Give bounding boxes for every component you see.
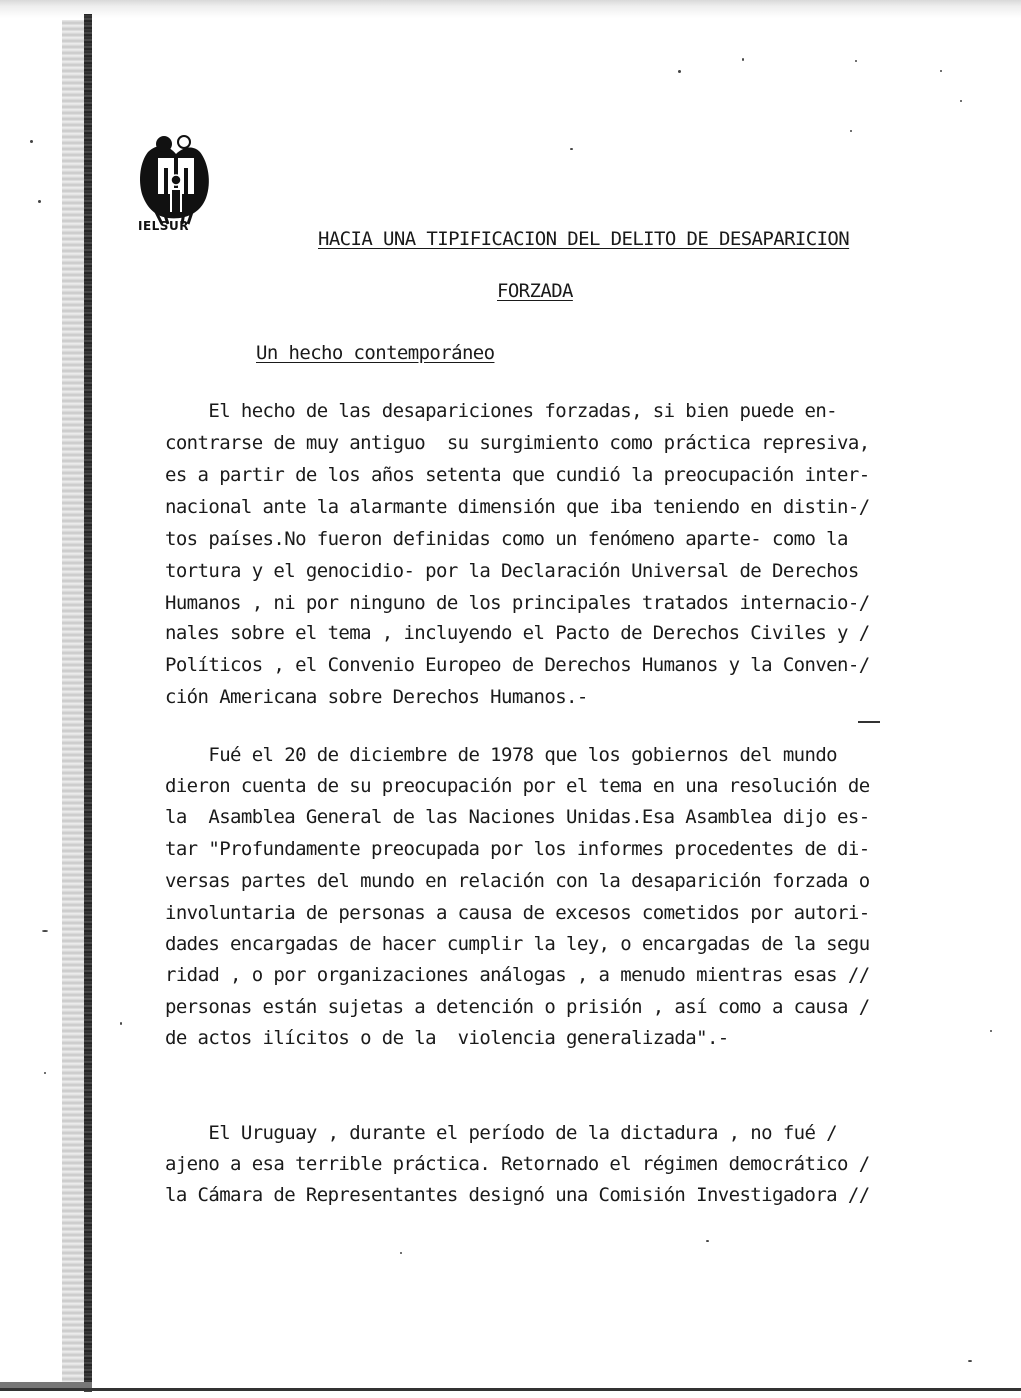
scan-speck bbox=[120, 1022, 122, 1025]
scan-left-shadow bbox=[62, 20, 84, 1390]
text-line: nales sobre el tema , incluyendo el Pacto de Derechos Civiles y / bbox=[165, 622, 870, 644]
text-line: ción Americana sobre Derechos Humanos.- bbox=[165, 686, 588, 708]
text-line: la Cámara de Representantes designó una Comisión Investigadora // bbox=[165, 1184, 870, 1206]
scan-speck bbox=[855, 60, 857, 62]
scan-speck bbox=[706, 1240, 709, 1242]
scan-speck bbox=[850, 130, 852, 132]
text-line: ajeno a esa terrible práctica. Retornado el régimen democrático / bbox=[165, 1153, 870, 1175]
text-line: tar "Profundamente preocupada por los informes procedentes de di- bbox=[165, 838, 870, 860]
text-line: Políticos , el Convenio Europeo de Derechos Humanos y la Conven-/ bbox=[165, 654, 870, 676]
text-line: versas partes del mundo en relación con la desaparición forzada o bbox=[165, 870, 870, 892]
scan-speck bbox=[42, 930, 48, 932]
text-line: dades encargadas de hacer cumplir la ley, o encargadas de la segu bbox=[165, 933, 870, 955]
text-line: Fué el 20 de diciembre de 1978 que los gobiernos del mundo bbox=[165, 744, 838, 766]
scan-speck bbox=[968, 1360, 972, 1362]
text-line: El Uruguay , durante el período de la dictadura , no fué / bbox=[165, 1122, 838, 1144]
scan-left-edge bbox=[84, 14, 92, 1392]
text-line: es a partir de los años setenta que cundió la preocupación inter- bbox=[165, 464, 870, 486]
text-line: la Asamblea General de las Naciones Unidas.Esa Asamblea dijo es- bbox=[165, 806, 870, 828]
scan-speck bbox=[678, 70, 681, 73]
text-line: de actos ilícitos o de la violencia generalizada".- bbox=[165, 1027, 729, 1049]
scan-speck bbox=[38, 200, 41, 203]
text-line: involuntaria de personas a causa de excesos cometidos por autori- bbox=[165, 902, 870, 924]
text-line: tos países.No fueron definidas como un fenómeno aparte- como la bbox=[165, 528, 848, 550]
section-heading: Un hecho contemporáneo bbox=[256, 342, 495, 364]
document-title-line-1: HACIA UNA TIPIFICACION DEL DELITO DE DESAPARICION bbox=[318, 228, 850, 250]
text-line: El hecho de las desapariciones forzadas, si bien puede en- bbox=[165, 400, 838, 422]
text-line: contrarse de muy antiguo su surgimiento como práctica represiva, bbox=[165, 432, 870, 454]
text-line: Humanos , ni por ninguno de los principales tratados internacio-/ bbox=[165, 592, 870, 614]
text-line: dieron cuenta de su preocupación por el tema en una resolución de bbox=[165, 775, 870, 797]
text-line: personas están sujetas a detención o prisión , así como a causa / bbox=[165, 996, 870, 1018]
text-line: nacional ante la alarmante dimensión que iba teniendo en distin-/ bbox=[165, 496, 870, 518]
document-title-line-2: FORZADA bbox=[497, 280, 573, 302]
scan-bottom-edge bbox=[0, 1388, 1021, 1391]
logo-label: IELSUR bbox=[138, 219, 189, 233]
scan-speck bbox=[940, 70, 942, 72]
scan-speck bbox=[30, 140, 33, 143]
pen-mark bbox=[858, 721, 880, 723]
text-line: tortura y el genocidio- por la Declaración Universal de Derechos bbox=[165, 560, 859, 582]
scan-speck bbox=[990, 1030, 992, 1032]
scan-speck bbox=[44, 1072, 46, 1074]
scan-speck bbox=[960, 100, 962, 102]
scan-speck bbox=[400, 1252, 402, 1254]
scan-top-edge bbox=[0, 0, 1021, 18]
scan-speck bbox=[742, 58, 744, 61]
scan-speck bbox=[570, 148, 573, 150]
text-line: ridad , o por organizaciones análogas , a menudo mientras esas // bbox=[165, 964, 870, 986]
